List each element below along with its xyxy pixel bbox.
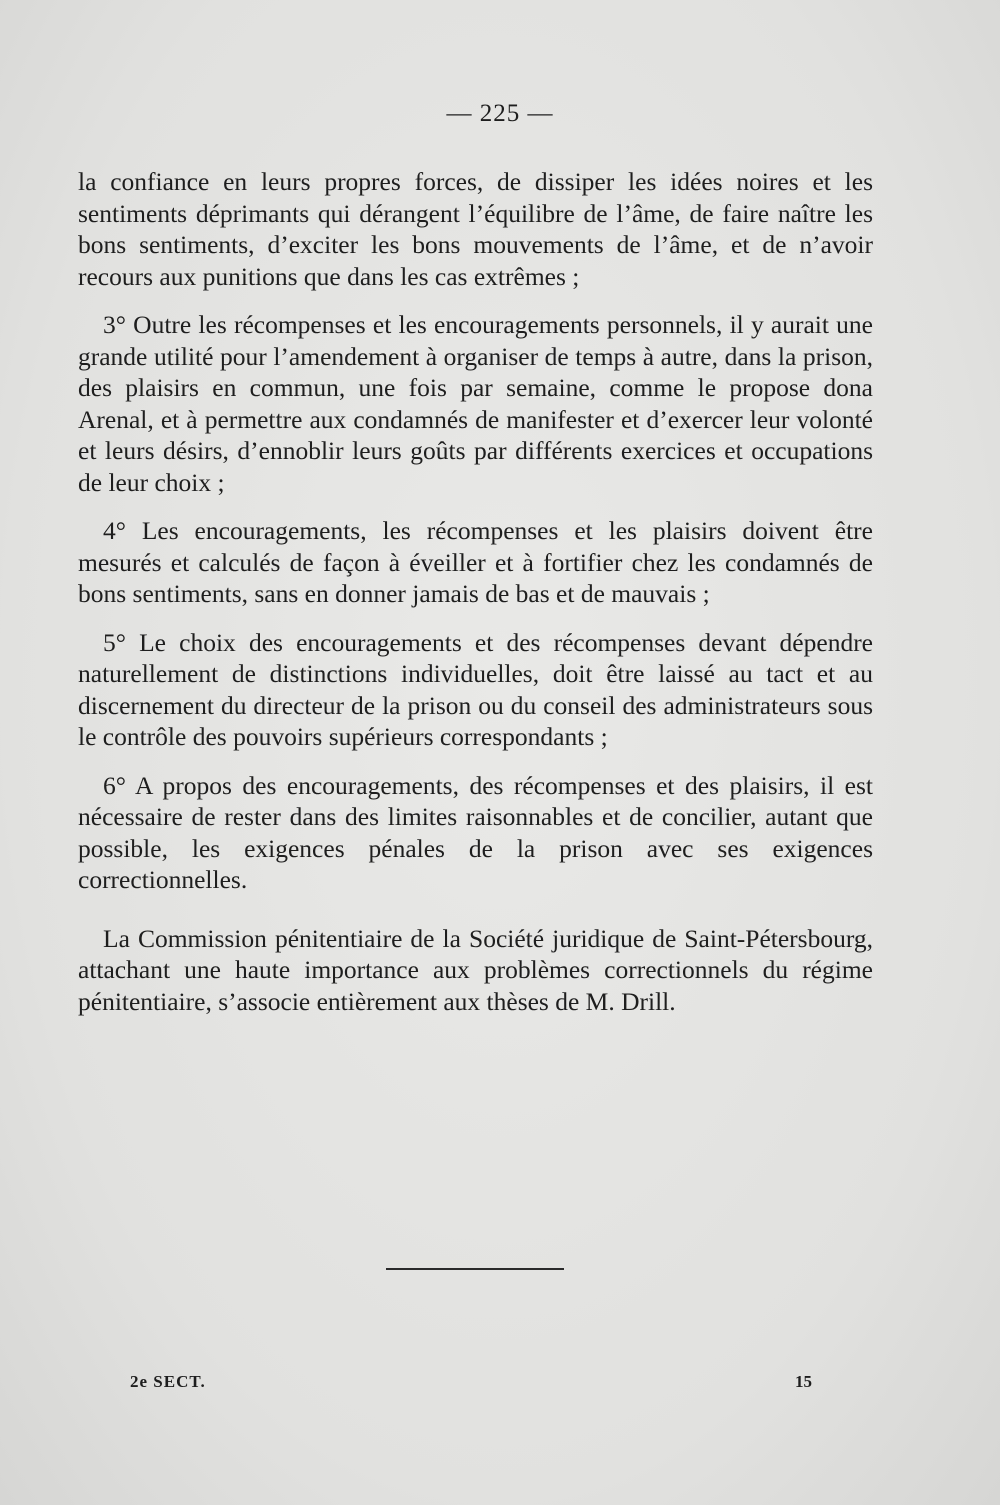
- paragraph-point-3: 3° Outre les récompenses et les encouragements personnels, il y aurait une grande utilité pour l’amendement à organiser de temps à autre, dans la prison, des plaisirs en commun, une fois par semaine, comme le propose dona Arenal, et à permettre aux condamnés de manifester et d’exercer leur volonté et leurs désirs, d’ennoblir leurs goûts par différents exercices et occupations de leur choix ;: [78, 310, 873, 497]
- paragraph-continuation: la confiance en leurs propres forces, de dissiper les idées noires et les sentiments déprimants qui dérangent l’équilibre de l’âme, de faire naître les bons sentiments, d’exciter les bons mouvements de l’âme, et de n’avoir recours aux punitions que dans les cas extrêmes ;: [78, 167, 873, 291]
- body-text: [78, 166, 873, 1034]
- paragraph-commission-conclusion: La Commission pénitentiaire de la Société juridique de Saint-Pétersbourg, attachant une haute importance aux problèmes correctionnels du régime pénitentiaire, s’associe entièrement aux thèses de M. Drill.: [78, 923, 873, 1016]
- section-end-rule: [386, 1268, 564, 1270]
- signature-mark: 2e SECT.: [130, 1372, 206, 1391]
- sheet-number: 15: [795, 1372, 812, 1391]
- paragraph-point-6: 6° A propos des encouragements, des récompenses et des plaisirs, il est nécessaire de rester dans des limites raisonnables et de concilier, autant que possible, les exigences pénales de la prison avec ses exigences correctionnelles.: [78, 770, 873, 894]
- paragraph-point-5: 5° Le choix des encouragements et des récompenses devant dépendre naturellement de distinctions individuelles, doit être laissé au tact et au discernement du directeur de la prison ou du conseil des administrateurs sous le contrôle des pouvoirs supérieurs correspondants ;: [78, 627, 873, 751]
- page-number: — 225 —: [446, 100, 554, 127]
- paragraph-point-4: 4° Les encouragements, les récompenses et les plaisirs doivent être mesurés et calculés de façon à éveiller et à fortifier chez les condamnés de bons sentiments, sans en donner jamais de bas et de mauvais ;: [78, 516, 873, 608]
